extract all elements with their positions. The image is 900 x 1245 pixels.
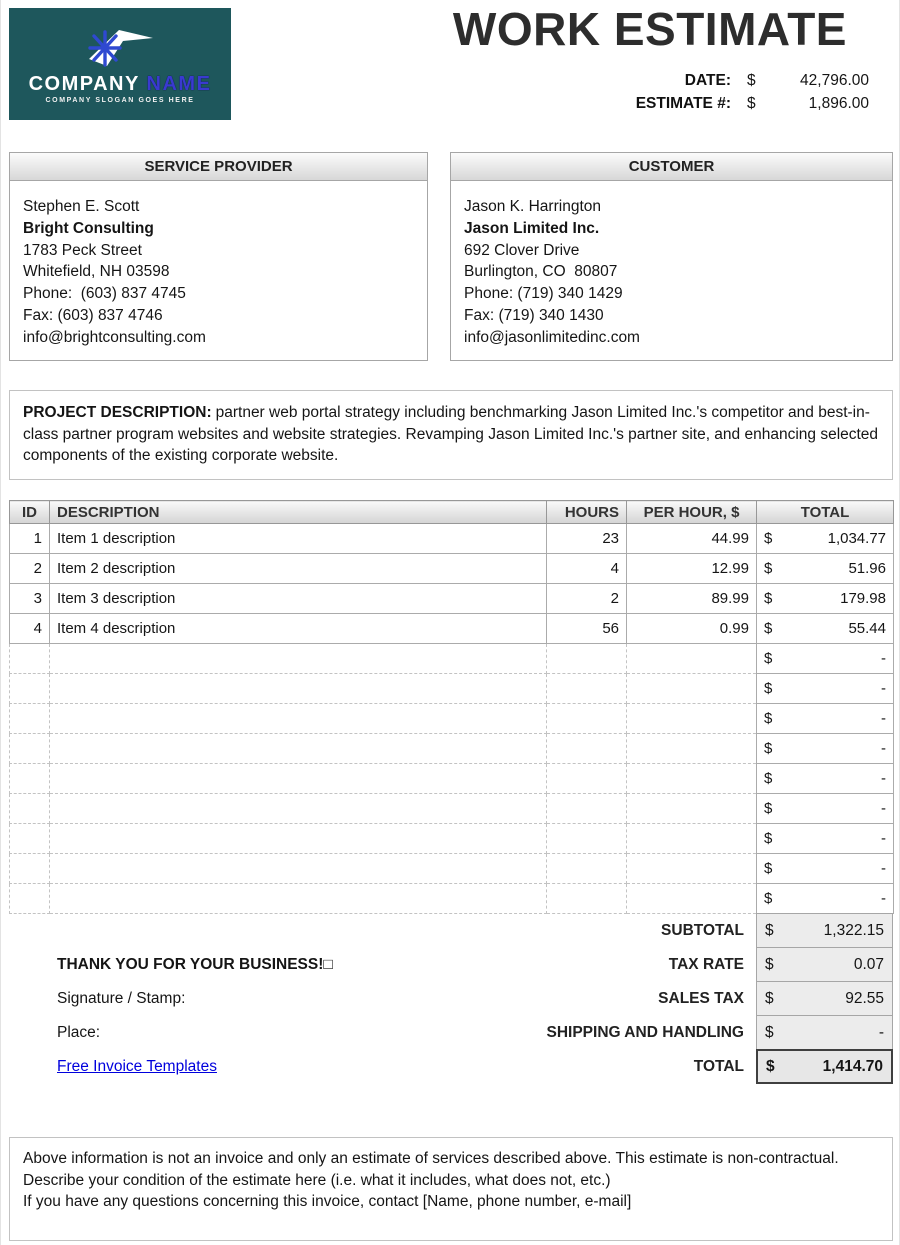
cell-id (10, 704, 50, 734)
date-value: 42,796.00 (800, 71, 869, 89)
service-provider-details (10, 181, 427, 349)
summary-row (9, 982, 893, 1016)
cell-total (757, 644, 894, 674)
date-currency-symbol: $ (747, 71, 756, 89)
cell-per-hour (627, 794, 757, 824)
cell-hours (547, 794, 627, 824)
cell-id (10, 824, 50, 854)
currency-symbol: $ (765, 955, 774, 973)
table-row (10, 764, 894, 794)
estimate-number-value: 1,896.00 (808, 94, 869, 112)
currency-symbol: $ (765, 921, 774, 939)
provider-city: Whitefield, NH 03598 (23, 263, 170, 281)
summary-value-cell (756, 947, 893, 982)
summary-value-cell (756, 913, 893, 948)
provider-fax: Fax: (603) 837 4746 (23, 306, 163, 324)
total-amount: 55.44 (848, 620, 886, 637)
company-name-main: COMPANY (28, 72, 140, 95)
service-provider-header: SERVICE PROVIDER (10, 153, 427, 181)
summary-label: SHIPPING AND HANDLING (546, 1024, 744, 1041)
table-row (10, 674, 894, 704)
total-amount: - (881, 860, 886, 877)
cell-total (757, 554, 894, 584)
disclaimer-box (9, 1137, 893, 1241)
cell-id: 4 (10, 614, 50, 644)
cell-description (50, 764, 547, 794)
cell-hours (547, 764, 627, 794)
currency-symbol: $ (764, 530, 773, 547)
table-row (10, 884, 894, 914)
summary-label: TAX RATE (668, 956, 744, 973)
cell-per-hour (627, 734, 757, 764)
project-description-label: PROJECT DESCRIPTION: (23, 404, 212, 421)
total-amount: - (881, 830, 886, 847)
currency-symbol: $ (764, 710, 773, 727)
currency-symbol: $ (764, 620, 773, 637)
currency-symbol: $ (765, 1023, 774, 1041)
date-row (636, 69, 869, 92)
cell-hours: 56 (547, 614, 627, 644)
estimate-currency-symbol: $ (747, 94, 756, 112)
cell-total (757, 854, 894, 884)
customer-street: 692 Clover Drive (464, 241, 580, 259)
summary-left-text (9, 914, 661, 948)
cell-hours (547, 674, 627, 704)
table-row (10, 704, 894, 734)
customer-details (451, 181, 892, 349)
cell-hours: 2 (547, 584, 627, 614)
table-row (10, 854, 894, 884)
cell-per-hour (627, 884, 757, 914)
cell-hours (547, 854, 627, 884)
cell-total (757, 794, 894, 824)
cell-id (10, 674, 50, 704)
cell-description: Item 2 description (50, 554, 547, 584)
company-slogan: COMPANY SLOGAN GOES HERE (45, 96, 195, 104)
cell-hours: 4 (547, 554, 627, 584)
currency-symbol: $ (764, 800, 773, 817)
cell-description (50, 644, 547, 674)
cell-per-hour (627, 674, 757, 704)
summary-amount: - (878, 1023, 884, 1041)
currency-symbol: $ (764, 650, 773, 667)
customer-contact-name: Jason K. Harrington (464, 198, 601, 215)
cell-id (10, 734, 50, 764)
currency-symbol: $ (764, 680, 773, 697)
cell-per-hour: 0.99 (627, 614, 757, 644)
cell-id: 2 (10, 554, 50, 584)
summary-left-text (9, 1050, 694, 1084)
customer-email: info@jasonlimitedinc.com (464, 328, 640, 346)
cell-hours (547, 644, 627, 674)
cell-per-hour (627, 764, 757, 794)
cell-id (10, 884, 50, 914)
table-row (10, 734, 894, 764)
table-row (10, 794, 894, 824)
header-per-hour: PER HOUR, $ (627, 501, 757, 524)
header-total: TOTAL (757, 501, 894, 524)
header-hours: HOURS (547, 501, 627, 524)
disclaimer-line: Describe your condition of the estimate here (i.e. what it includes, what does not, etc.) (23, 1171, 611, 1189)
summary-label: SALES TAX (658, 990, 744, 1007)
company-logo-box (9, 8, 231, 120)
cell-hours (547, 734, 627, 764)
items-section (9, 500, 893, 1084)
cell-hours: 23 (547, 524, 627, 554)
cell-description (50, 674, 547, 704)
customer-header: CUSTOMER (451, 153, 892, 181)
table-row (10, 824, 894, 854)
total-amount: - (881, 890, 886, 907)
cell-description (50, 824, 547, 854)
total-amount: 179.98 (840, 590, 886, 607)
cell-hours (547, 884, 627, 914)
estimate-table-body (10, 524, 894, 914)
customer-fax: Fax: (719) 340 1430 (464, 306, 604, 324)
cell-total (757, 734, 894, 764)
cell-description: Item 1 description (50, 524, 547, 554)
cell-per-hour: 89.99 (627, 584, 757, 614)
total-amount: - (881, 650, 886, 667)
cell-per-hour (627, 704, 757, 734)
total-amount: 51.96 (848, 560, 886, 577)
summary-value-cell (756, 1015, 893, 1050)
summary-label: SUBTOTAL (661, 922, 744, 939)
summary-value-cell (756, 981, 893, 1016)
cell-total (757, 824, 894, 854)
summary-left-text: THANK YOU FOR YOUR BUSINESS!□ (57, 956, 333, 973)
cell-id (10, 794, 50, 824)
cell-total (757, 674, 894, 704)
currency-symbol: $ (764, 890, 773, 907)
table-row (10, 524, 894, 554)
service-provider-box (9, 152, 428, 361)
currency-symbol: $ (764, 860, 773, 877)
total-amount: - (881, 800, 886, 817)
summary-amount: 92.55 (845, 989, 884, 1007)
date-label: DATE: (684, 71, 731, 89)
cell-description: Item 4 description (50, 614, 547, 644)
estimate-number-label: ESTIMATE #: (635, 94, 731, 112)
summary-amount: 0.07 (853, 955, 884, 973)
total-amount: 1,034.77 (827, 530, 886, 547)
currency-symbol: $ (764, 560, 773, 577)
currency-symbol: $ (764, 590, 773, 607)
free-invoice-templates-link[interactable]: Free Invoice Templates (57, 1058, 217, 1075)
summary-left-text: Signature / Stamp: (57, 990, 186, 1007)
total-amount: - (881, 680, 886, 697)
cell-id (10, 764, 50, 794)
estimate-table-header (10, 501, 894, 524)
cell-per-hour: 44.99 (627, 524, 757, 554)
header-meta (636, 69, 869, 115)
cell-id: 3 (10, 584, 50, 614)
total-amount: - (881, 740, 886, 757)
cell-total (757, 704, 894, 734)
currency-symbol: $ (764, 740, 773, 757)
cell-description (50, 884, 547, 914)
customer-city: Burlington, CO 80807 (464, 263, 618, 281)
cell-total (757, 764, 894, 794)
summary-left-text: Place: (57, 1024, 101, 1041)
provider-contact-name: Stephen E. Scott (23, 198, 140, 215)
cell-per-hour (627, 824, 757, 854)
cell-id (10, 644, 50, 674)
cell-description (50, 794, 547, 824)
table-row (10, 644, 894, 674)
summary-row (9, 1050, 893, 1084)
cell-id (10, 854, 50, 884)
provider-phone: Phone: (603) 837 4745 (23, 285, 186, 303)
cell-per-hour (627, 644, 757, 674)
customer-box (450, 152, 893, 361)
provider-email: info@brightconsulting.com (23, 328, 206, 346)
currency-symbol: $ (764, 830, 773, 847)
summary-amount: 1,414.70 (822, 1057, 883, 1075)
currency-symbol: $ (764, 770, 773, 787)
summary-value-cell (756, 1049, 893, 1084)
company-logo-icon (81, 25, 159, 71)
table-row (10, 584, 894, 614)
cell-hours (547, 704, 627, 734)
logo-name-accent: NAME (146, 72, 212, 95)
cell-per-hour: 12.99 (627, 554, 757, 584)
provider-street: 1783 Peck Street (23, 241, 142, 259)
cell-total (757, 614, 894, 644)
cell-description (50, 734, 547, 764)
summary-label: TOTAL (693, 1058, 744, 1075)
cell-description: Item 3 description (50, 584, 547, 614)
cell-description (50, 704, 547, 734)
currency-symbol: $ (766, 1057, 775, 1075)
total-amount: - (881, 770, 886, 787)
cell-total (757, 584, 894, 614)
customer-phone: Phone: (719) 340 1429 (464, 285, 623, 303)
project-description-text: partner web portal strategy including benchmarking Jason Limited Inc.'s competitor and best-in-class partner program websites and website strategies. Revamping Jason Limited Inc.'s partner site, and enhancing selected components of the existing corporate website. (23, 404, 879, 464)
company-name (29, 74, 212, 94)
table-row (10, 614, 894, 644)
table-row (10, 554, 894, 584)
summary-row (9, 948, 893, 982)
cell-hours (547, 824, 627, 854)
estimate-table (9, 500, 894, 914)
summary-section (9, 914, 893, 1084)
total-amount: - (881, 710, 886, 727)
summary-row (9, 914, 893, 948)
cell-total (757, 524, 894, 554)
provider-company-name: Bright Consulting (23, 219, 154, 237)
estimate-number-row (636, 92, 869, 115)
cell-total (757, 884, 894, 914)
page-title: WORK ESTIMATE (452, 3, 847, 55)
disclaimer-line: Above information is not an invoice and only an estimate of services described above. This estimate is non-contractual. (23, 1150, 839, 1167)
currency-symbol: $ (765, 989, 774, 1007)
header-description: DESCRIPTION (50, 501, 547, 524)
cell-per-hour (627, 854, 757, 884)
cell-id: 1 (10, 524, 50, 554)
cell-description (50, 854, 547, 884)
customer-company-name: Jason Limited Inc. (464, 219, 600, 237)
summary-row (9, 1016, 893, 1050)
summary-amount: 1,322.15 (823, 921, 884, 939)
header-id: ID (10, 501, 50, 524)
project-description-box (9, 390, 893, 480)
disclaimer-line: If you have any questions concerning this invoice, contact [Name, phone number, e-mail] (23, 1193, 632, 1210)
